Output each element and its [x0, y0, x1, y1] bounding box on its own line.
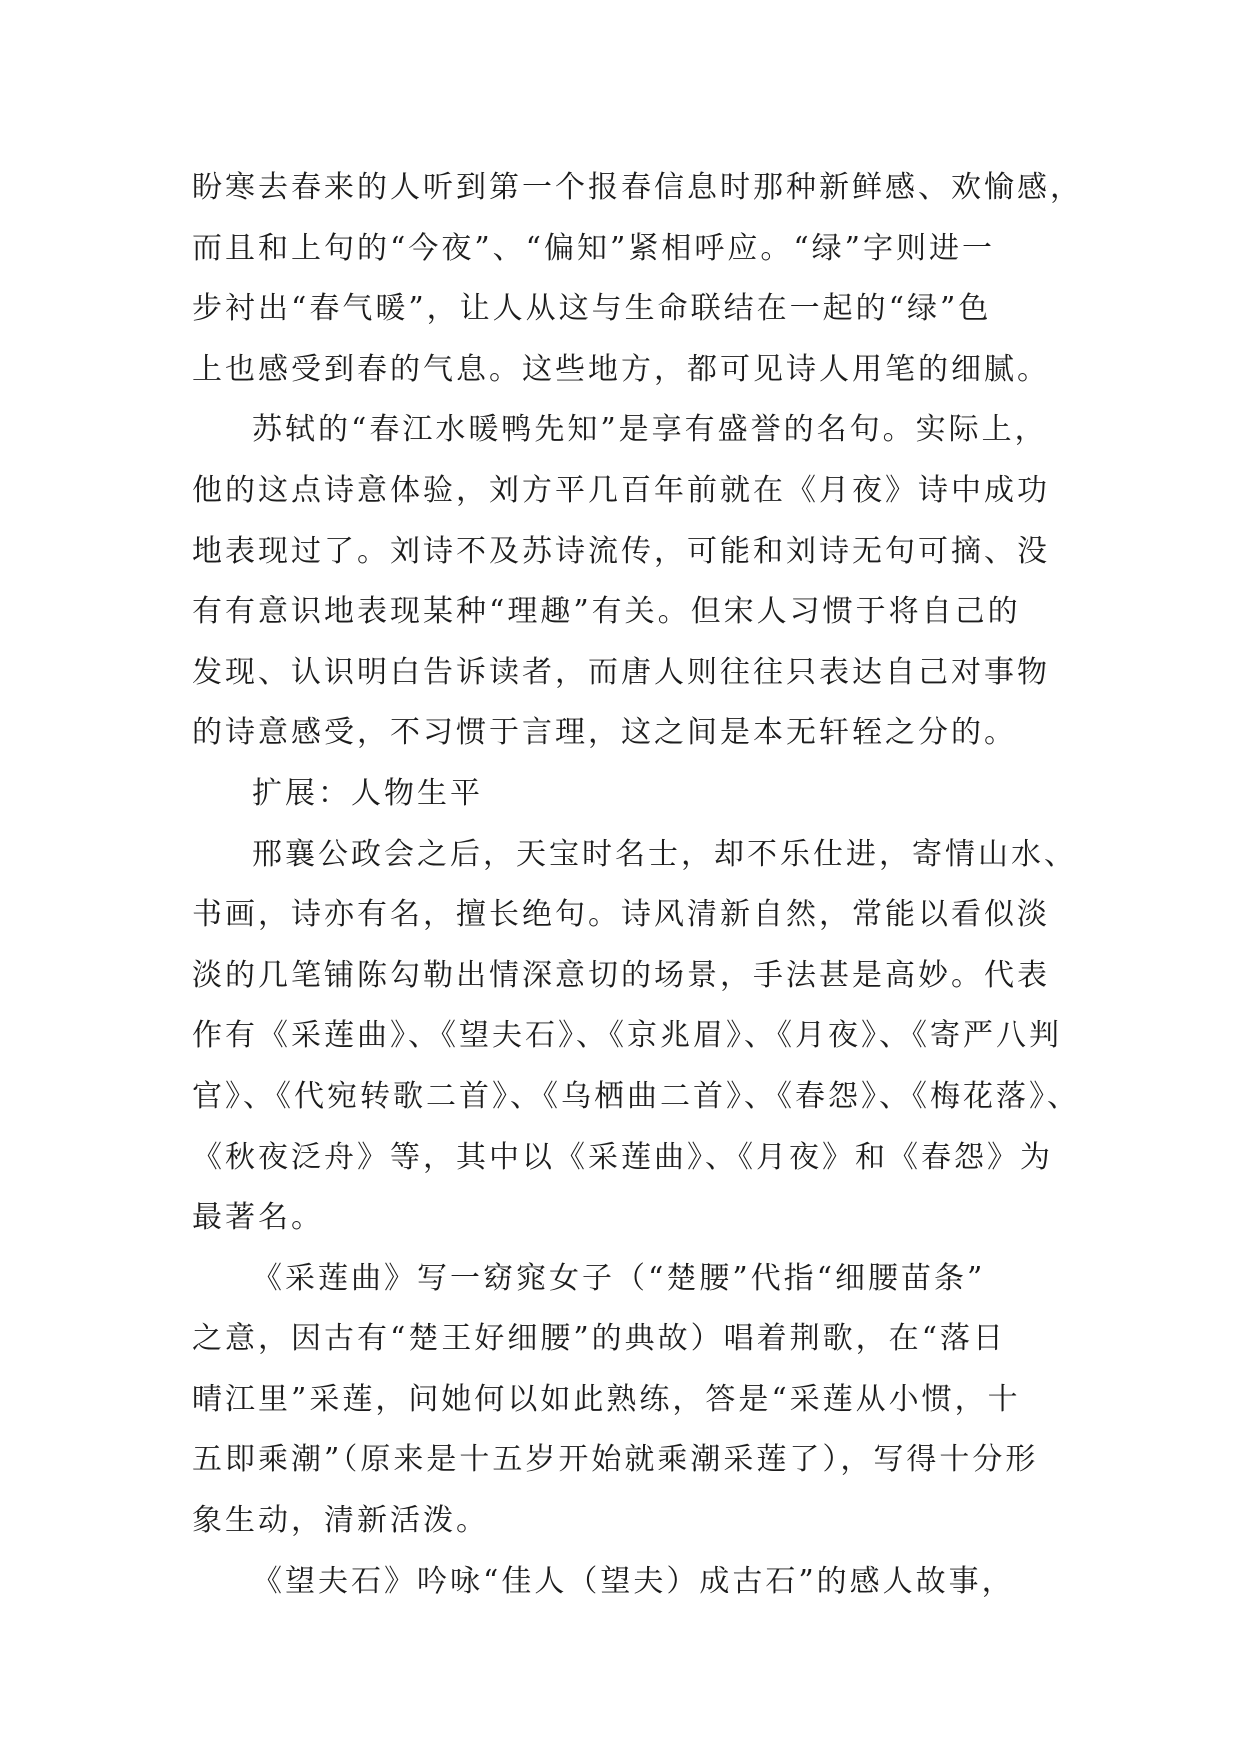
text-line: 淡的几笔铺陈勾勒出情深意切的场景，手法甚是高妙。代表 [192, 957, 1050, 993]
text-line: 象生动，清新活泼。 [192, 1503, 489, 1539]
text-line: 《秋夜泛舟》等，其中以《采莲曲》、《月夜》和《春怨》为 [192, 1139, 1053, 1175]
paragraph-start: 《采莲曲》写一窈窕女子（“楚腰”代指“细腰苗条” [252, 1260, 986, 1296]
text-line: 盼寒去春来的人听到第一个报春信息时那种新鲜感、欢愉感， [192, 170, 1083, 205]
text-line: 发现、认识明白告诉读者，而唐人则往往只表达自己对事物 [192, 654, 1050, 690]
text-line: 他的这点诗意体验，刘方平几百年前就在《月夜》诗中成功 [192, 472, 1050, 508]
section-heading: 扩展：人物生平 [252, 775, 483, 811]
paragraph-start: 《望夫石》吟咏“佳人（望夫）成古石”的感人故事， [252, 1563, 1015, 1599]
text-line: 而且和上句的“今夜”、“偏知”紧相呼应。“绿”字则进一 [192, 230, 996, 266]
text-line: 晴江里”采莲，问她何以如此熟练，答是“采莲从小惯，十 [192, 1381, 1021, 1417]
text-line: 官》、《代宛转歌二首》、《乌栖曲二首》、《春怨》、《梅花落》、 [192, 1078, 1080, 1114]
text-line: 作有《采莲曲》、《望夫石》、《京兆眉》、《月夜》、《寄严八判 [192, 1018, 1062, 1054]
text-line: 最著名。 [192, 1200, 324, 1236]
paragraph-start: 邢襄公政会之后，天宝时名士，却不乐仕进，寄情山水、 [252, 836, 1077, 872]
text-line: 书画，诗亦有名，擅长绝句。诗风清新自然，常能以看似淡 [192, 897, 1050, 933]
text-line: 的诗意感受，不习惯于言理，这之间是本无轩轾之分的。 [192, 715, 1017, 751]
text-line: 上也感受到春的气息。这些地方，都可见诗人用笔的细腻。 [192, 351, 1050, 387]
text-line: 有有意识地表现某种“理趣”有关。但宋人习惯于将自己的 [192, 594, 1021, 630]
paragraph-start: 苏轼的“春江水暖鸭先知”是享有盛誉的名句。实际上， [252, 412, 1048, 448]
text-line: 五即乘潮”（原来是十五岁开始就乘潮采莲了），写得十分形 [192, 1442, 1039, 1478]
text-line: 步衬出“春气暖”，让人从这与生命联结在一起的“绿”色 [192, 291, 992, 327]
body-text [192, 158, 1092, 1612]
text-line: 之意，因古有“楚王好细腰”的典故）唱着荆歌，在“落日 [192, 1321, 1007, 1357]
text-line: 地表现过了。刘诗不及苏诗流传，可能和刘诗无句可摘、没 [192, 533, 1050, 569]
